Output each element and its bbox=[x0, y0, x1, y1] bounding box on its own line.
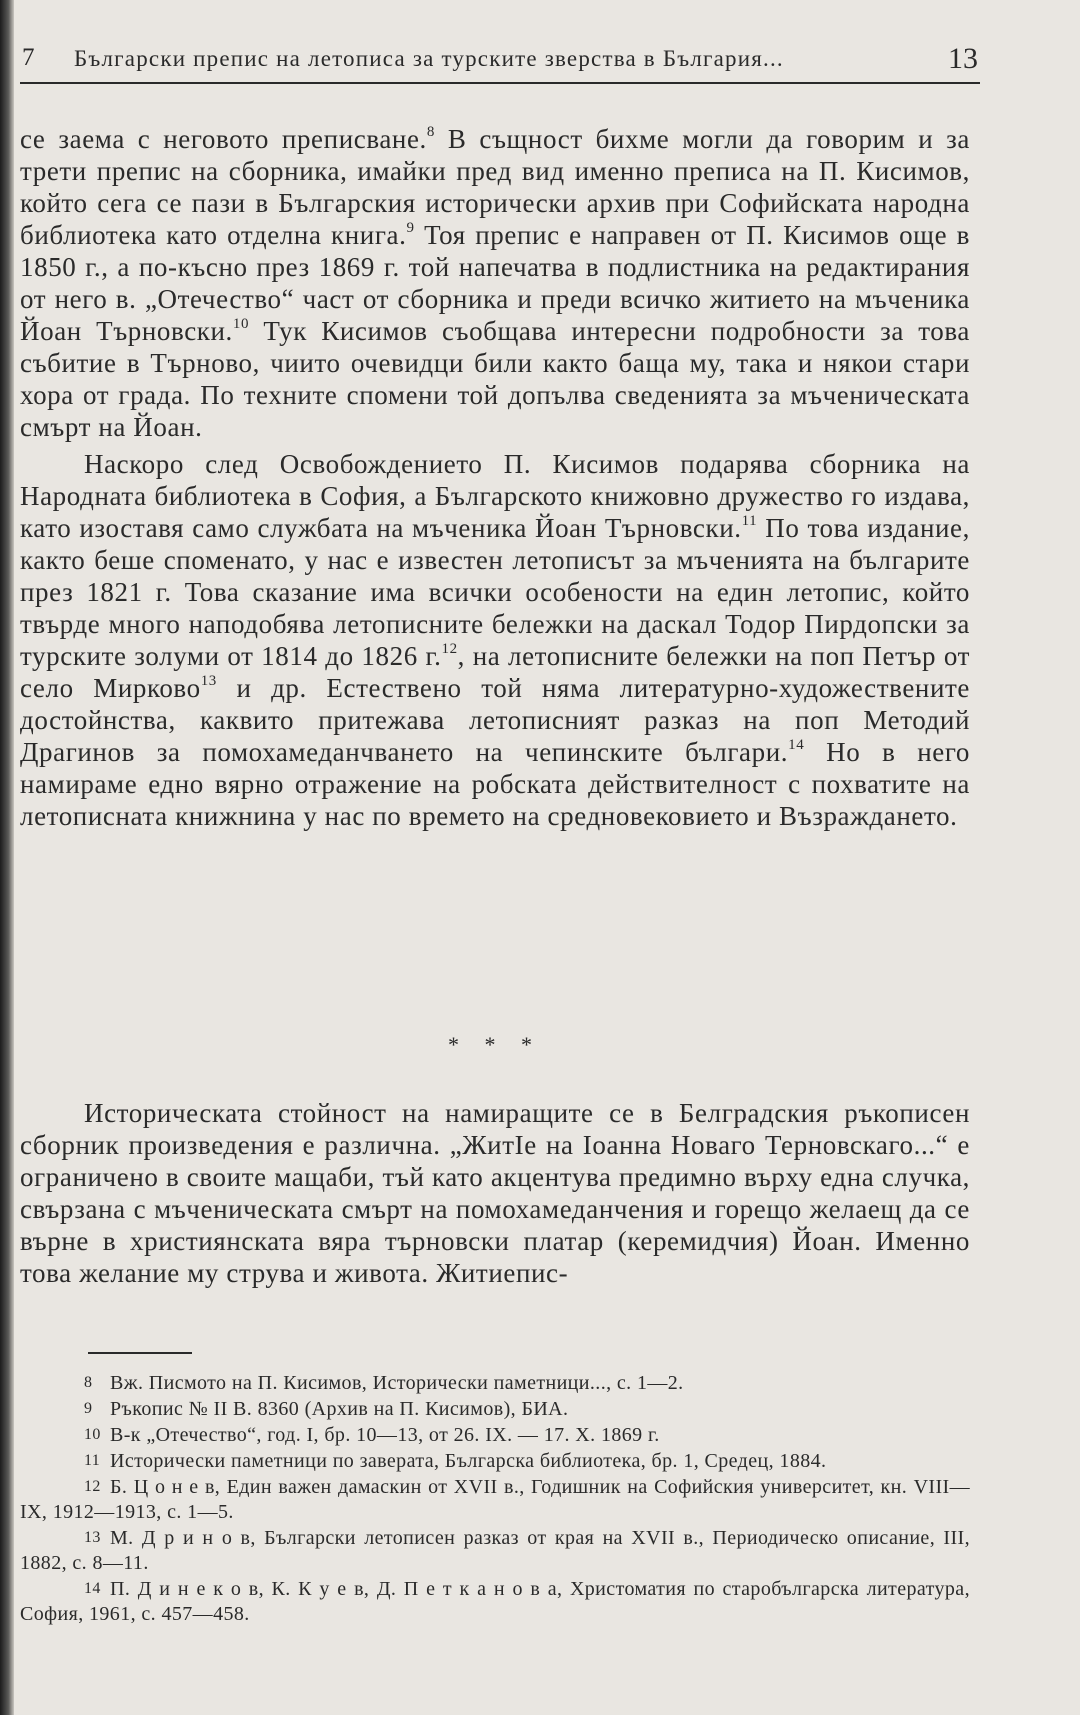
main-text bbox=[20, 123, 970, 832]
book-spine-shadow bbox=[0, 0, 14, 1715]
footnote-text: Исторически паметници по заверата, Българска библиотека, бр. 1, Средец, 1884. bbox=[110, 1450, 827, 1472]
footnote-ref: 14 bbox=[788, 737, 805, 753]
footnote bbox=[20, 1396, 970, 1422]
footnote-number: 9 bbox=[84, 1400, 93, 1417]
text-run: По това издание, както беше споменато, у нас е известен летописът за мъченията на българите през 1821 г. Това сказание има всички особености на един летопис, който твърде много наподобява летописните бележки на даскал Тодор Пирдопски за турските золуми от 1814 до 1826 г. bbox=[20, 513, 970, 671]
text-run: , на летописните бележки на поп Петър от село Мирково bbox=[20, 641, 970, 703]
running-header bbox=[20, 38, 980, 84]
text-run: Тоя препис е направен от П. Кисимов още в 1850 г., а по-късно през 1869 г. той напечатва в подлистника на редактирания от него в. „Отечество“ част от сборника и преди всичко житието на мъченика Йоан Търновски. bbox=[20, 220, 970, 346]
footnote-number: 8 bbox=[84, 1374, 93, 1391]
section-break: * * * bbox=[448, 1032, 542, 1057]
footnote-text: Б. Ц о н е в, Един важен дамаскин от XVII в., Годишник на Софийския университет, кн. VIII—IX, 1912—1913, с. 1—5. bbox=[20, 1476, 970, 1523]
text-run: и др. Естествено той няма литературно-художествените достойнства, каквито притежава летописният разказ на поп Методий Драгинов за помохамеданчването на чепинските българи. bbox=[20, 673, 970, 767]
footnote-rule bbox=[88, 1352, 192, 1354]
footnote-number: 11 bbox=[84, 1452, 101, 1469]
text-run: Но в него намираме едно вярно отражение на робската действителност с похватите на летописната книжнина у нас по времето на средновековието и Възраждането. bbox=[20, 737, 970, 831]
footnote bbox=[20, 1422, 970, 1448]
footnote-text: Вж. Писмото на П. Кисимов, Исторически паметници..., с. 1—2. bbox=[110, 1372, 684, 1394]
text-run: се заема с неговото преписване. bbox=[20, 124, 427, 154]
footnote bbox=[20, 1474, 970, 1525]
header-left-number: 7 bbox=[22, 44, 35, 71]
footnote bbox=[20, 1576, 970, 1627]
footnote-number: 10 bbox=[84, 1426, 101, 1443]
footnotes bbox=[20, 1370, 970, 1627]
text-run: В същност бихме могли да говорим и за трети препис на сборника, имайки пред вид именно преписа на П. Кисимов, който сега се пази в Българския исторически архив при Софийската народна библиотека като отделна книга. bbox=[20, 124, 970, 250]
text-run: Тук Кисимов съобщава интересни подробности за това събитие в Търново, чиито очевидци били както баща му, така и някои стари хора от града. По техните спомени той допълва сведенията за мъченическата смърт на Йоан. bbox=[20, 316, 970, 442]
paragraph-1 bbox=[20, 123, 970, 443]
paragraph-2 bbox=[20, 448, 970, 832]
footnote-ref: 12 bbox=[441, 641, 458, 657]
footnote bbox=[20, 1525, 970, 1576]
footnote-number: 13 bbox=[84, 1529, 101, 1546]
footnote-ref: 11 bbox=[741, 513, 758, 529]
text-run: Наскоро след Освобождението П. Кисимов подарява сборника на Народната библиотека в София, а Българското книжовно дружество го издава, като изоставя само службата на мъченика Йоан Търновски. bbox=[20, 449, 970, 543]
footnote-number: 12 bbox=[84, 1478, 101, 1495]
running-title: Български препис на летописа за турските зверства в България... bbox=[74, 46, 784, 71]
footnote bbox=[20, 1370, 970, 1396]
footnote-ref: 8 bbox=[426, 124, 435, 140]
footnote-text: Ръкопис № II В. 8360 (Архив на П. Кисимов), БИА. bbox=[110, 1398, 569, 1420]
footnote-ref: 9 bbox=[406, 220, 415, 236]
paragraph-3: Историческата стойност на намиращите се в Белградския ръкописен сборник произведения е различна. „ЖитІе на Іоанна Новаго Терновскаго...“ е ограничено в своите мащаби, тъй като акцентува предимно върху една случка, свързана с мъченическата смърт на помохамеданчения и горещо желаещ да се върне в християнската вяра търновски платар (керемидчия) Йоан. Именно това желание му струва и живота. Житиепис- bbox=[20, 1098, 970, 1288]
footnote-text: В-к „Отечество“, год. I, бр. 10—13, от 26. IX. — 17. X. 1869 г. bbox=[110, 1424, 660, 1446]
footnote-ref: 10 bbox=[232, 316, 250, 332]
footnote-number: 14 bbox=[84, 1580, 101, 1597]
footnote bbox=[20, 1448, 970, 1474]
footnote-text: П. Д и н е к о в, К. К у е в, Д. П е т к а н о в а, Христоматия по старобългарска литература, София, 1961, с. 457—458. bbox=[20, 1578, 970, 1625]
footnote-ref: 13 bbox=[200, 673, 217, 689]
footnote-text: М. Д р и н о в, Български летописен разказ от края на XVII в., Периодическо описание, III, 1882, с. 8—11. bbox=[20, 1527, 970, 1574]
page-number: 13 bbox=[948, 42, 978, 75]
